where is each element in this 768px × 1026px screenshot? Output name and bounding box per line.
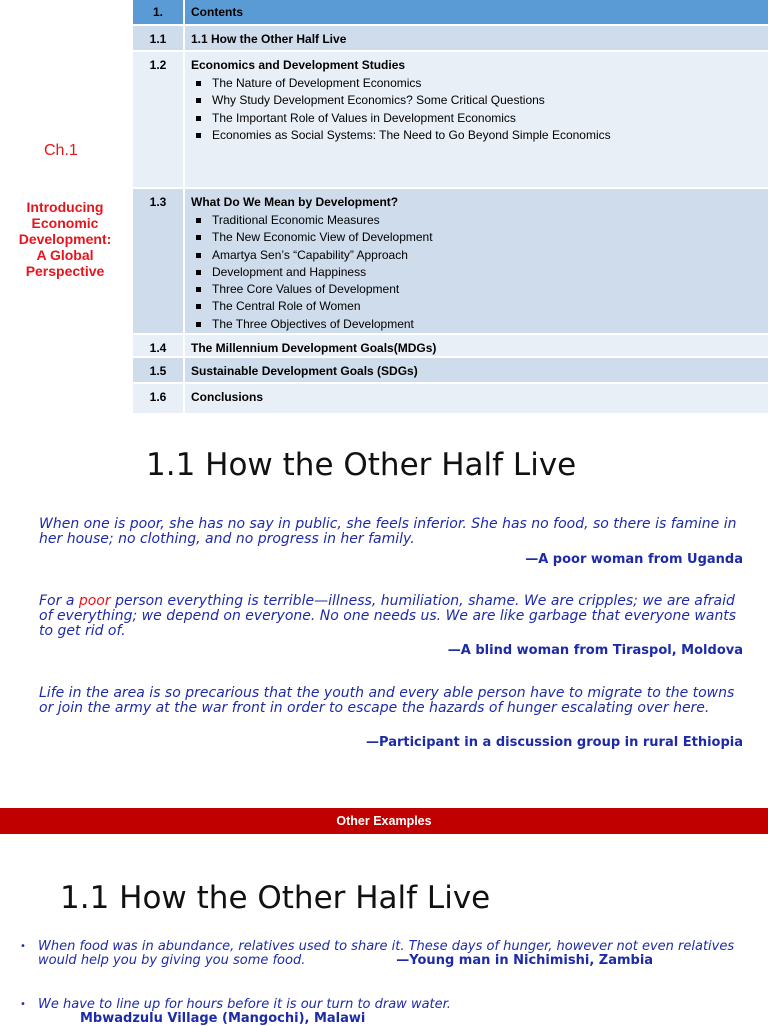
- chapter-title-line: Economic: [31, 215, 99, 231]
- bullet-icon: •: [20, 941, 26, 952]
- list-item: The New Economic View of Development: [191, 229, 768, 246]
- bullet-text: When food was in abundance, relatives used to share it. These days of hunger, however not even relatives would help you by giving you some food.: [38, 939, 735, 968]
- chapter-title-line: A Global: [36, 247, 94, 263]
- chapter-label: Ch.1: [44, 142, 78, 159]
- table-row: [133, 26, 768, 52]
- quote-text: [39, 594, 744, 638]
- row-label: The Millennium Development Goals(MDGs): [191, 341, 437, 355]
- slide-title: 1.1 How the Other Half Live: [60, 880, 491, 916]
- bullet-text: We have to line up for hours before it is our turn to draw water.: [38, 997, 451, 1012]
- contents-table: [133, 0, 768, 415]
- header-label: Contents: [191, 5, 243, 19]
- table-row: [133, 384, 768, 415]
- quote-attribution: —Participant in a discussion group in rural Ethiopia: [366, 735, 743, 750]
- quote-attribution: —A blind woman from Tiraspol, Moldova: [447, 643, 743, 658]
- header-num: 1.: [133, 0, 185, 24]
- bullet-attribution: Mbwadzulu Village (Mangochi), Malawi: [80, 1010, 366, 1026]
- highlighted-word: poor: [78, 593, 111, 609]
- quote-text-part: For a: [39, 593, 79, 609]
- quote-text-part: person everything is terrible—illness, humiliation, shame. We are cripples; we are afraid of everything; we depend on everyone. No one needs us. We are like garbage that everyone wants to get rid of.: [39, 593, 737, 639]
- chapter-title: [6, 199, 124, 279]
- table-row: [133, 189, 768, 335]
- list-item: Three Core Values of Development: [191, 281, 768, 298]
- quote-text: Life in the area is so precarious that the youth and every able person have to migrate to the towns or join the army at the war front in order to escape the hazards of hunger escalating over here.: [39, 685, 735, 716]
- row-num: 1.6: [133, 384, 185, 413]
- list-item: The Nature of Development Economics: [191, 75, 768, 92]
- list-item: Why Study Development Economics? Some Critical Questions: [191, 92, 768, 109]
- list-item: The Important Role of Values in Development Economics: [191, 110, 768, 127]
- row-label: Sustainable Development Goals (SDGs): [191, 364, 418, 378]
- list-item: Economies as Social Systems: The Need to Go Beyond Simple Economics: [191, 127, 768, 144]
- slide-title: 1.1 How the Other Half Live: [146, 447, 577, 483]
- row-num: 1.5: [133, 358, 185, 382]
- row-label: Economics and Development Studies: [191, 58, 406, 72]
- table-header-row: [133, 0, 768, 26]
- list-item: The Three Objectives of Development: [191, 316, 768, 333]
- sub-topic-list: [191, 212, 768, 333]
- row-label: What Do We Mean by Development?: [191, 195, 399, 209]
- table-row: [133, 52, 768, 189]
- row-num: 1.4: [133, 335, 185, 356]
- list-item: The Central Role of Women: [191, 298, 768, 315]
- quote-attribution: —A poor woman from Uganda: [525, 552, 743, 567]
- bullet-quote: [20, 940, 740, 968]
- table-row: [133, 358, 768, 384]
- section-banner: Other Examples: [0, 808, 768, 834]
- chapter-title-line: Development:: [18, 231, 112, 247]
- list-item: [20, 940, 740, 968]
- list-item: Development and Happiness: [191, 264, 768, 281]
- chapter-title-line: Perspective: [25, 263, 105, 279]
- list-item: Traditional Economic Measures: [191, 212, 768, 229]
- sub-topic-list: [191, 75, 768, 144]
- bullet-icon: •: [20, 999, 26, 1010]
- row-label: 1.1 How the Other Half Live: [191, 32, 347, 46]
- chapter-sidebar: [0, 0, 133, 405]
- row-num: 1.1: [133, 26, 185, 50]
- table-row: [133, 335, 768, 358]
- row-label: Conclusions: [191, 390, 264, 404]
- list-item: [20, 998, 740, 1026]
- bullet-attribution: —Young man in Nichimishi, Zambia: [396, 952, 654, 968]
- row-num: 1.3: [133, 189, 185, 333]
- row-num: 1.2: [133, 52, 185, 187]
- quote-text: When one is poor, she has no say in public, she feels inferior. She has no food, so there is famine in her house; no clothing, and no progress in her family.: [39, 516, 737, 547]
- list-item: Amartya Sen’s “Capability” Approach: [191, 247, 768, 264]
- chapter-title-line: Introducing: [26, 199, 104, 215]
